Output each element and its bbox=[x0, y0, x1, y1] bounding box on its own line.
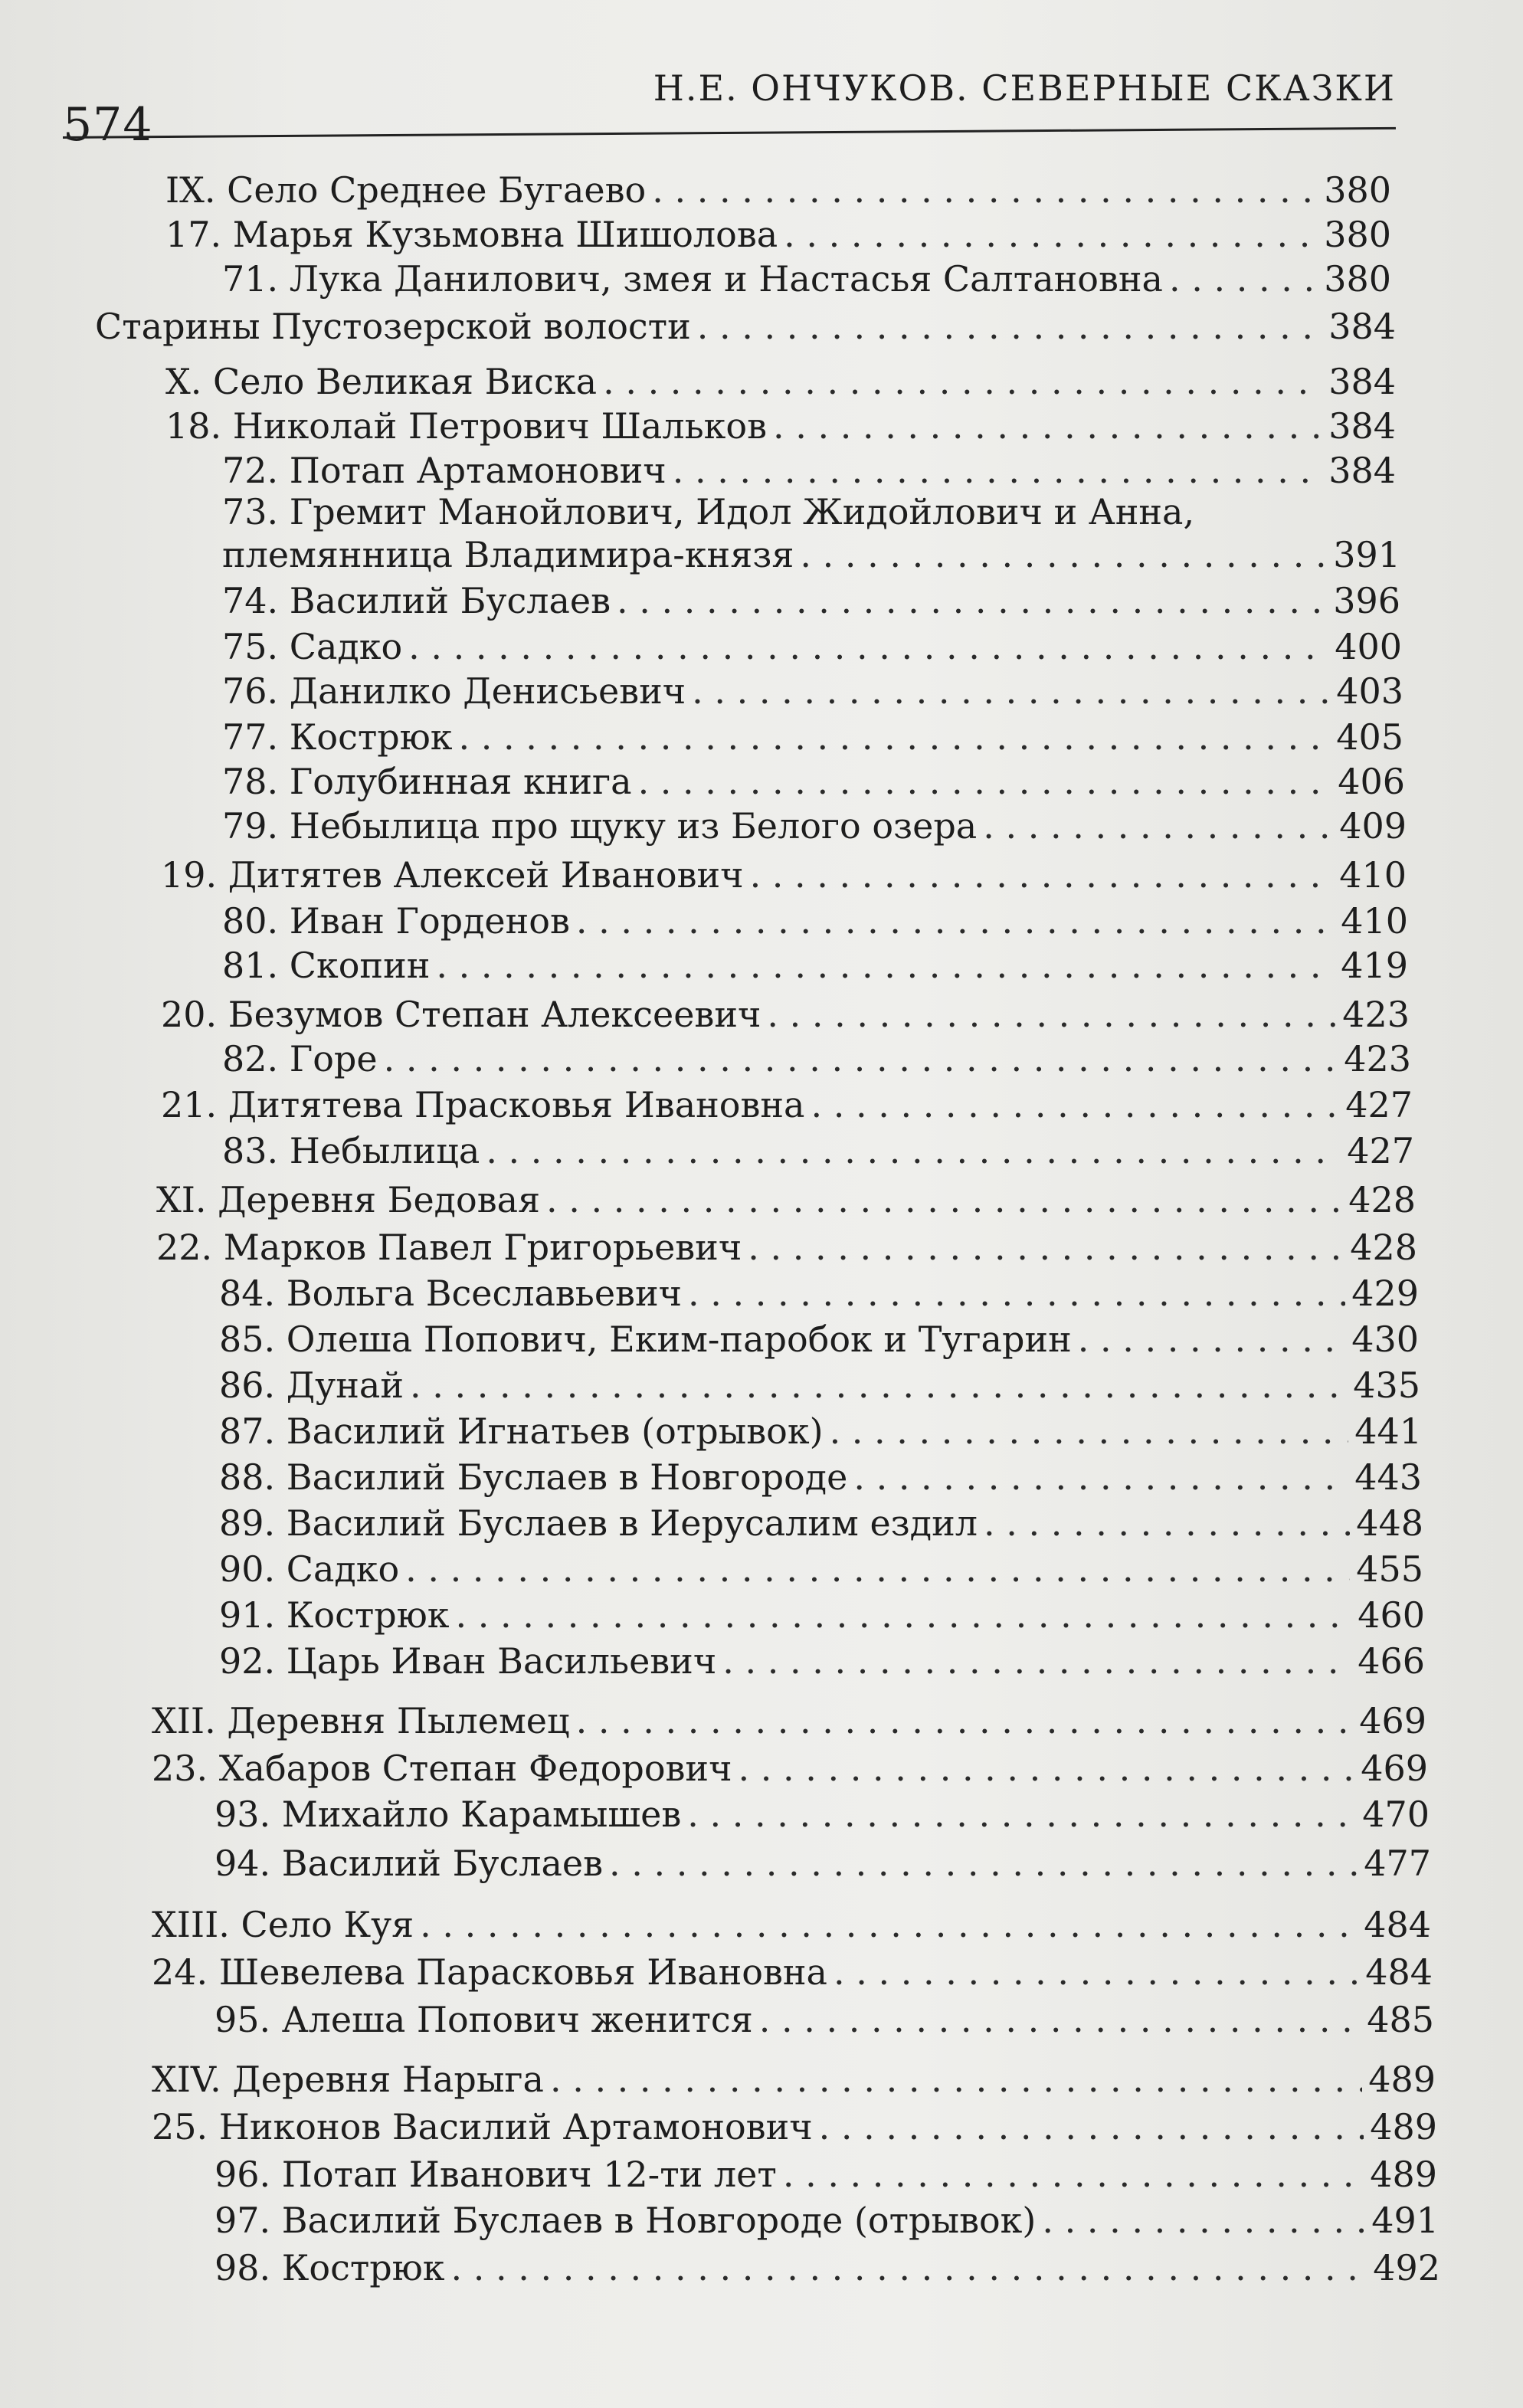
toc-entry-label: 86. Дунай bbox=[219, 1365, 404, 1406]
leader-dots bbox=[800, 533, 1327, 576]
toc-entry bbox=[219, 1272, 1419, 1315]
toc-entry-page: 489 bbox=[1370, 2106, 1437, 2148]
toc-entry bbox=[222, 670, 1403, 713]
toc-entry-page: 406 bbox=[1338, 761, 1405, 802]
leader-dots bbox=[692, 670, 1330, 713]
leader-dots bbox=[853, 1456, 1348, 1499]
leader-dots bbox=[436, 944, 1335, 987]
toc-entry-page: 427 bbox=[1345, 1084, 1413, 1125]
toc-entry-label: 93. Михайло Карамышев bbox=[215, 1794, 682, 1835]
toc-entry-label: 77. Кострюк bbox=[222, 716, 453, 758]
leader-dots bbox=[638, 760, 1332, 803]
leader-dots bbox=[617, 579, 1327, 622]
toc-entry-page: 380 bbox=[1324, 258, 1391, 300]
toc-entry bbox=[222, 579, 1400, 622]
toc-entry-label: 92. Царь Иван Васильевич bbox=[219, 1640, 717, 1682]
toc-entry bbox=[215, 1793, 1430, 1836]
toc-entry-page: 489 bbox=[1368, 2059, 1436, 2100]
leader-dots bbox=[739, 1747, 1355, 1790]
toc-entry-page: 410 bbox=[1339, 854, 1407, 896]
leader-dots bbox=[834, 1951, 1359, 1994]
toc-entry bbox=[156, 1178, 1416, 1221]
toc-entry-label: 91. Кострюк bbox=[219, 1594, 450, 1636]
page-number: 574 bbox=[63, 98, 153, 152]
leader-dots bbox=[811, 1083, 1339, 1126]
toc-entry bbox=[95, 305, 1396, 348]
toc-entry-label: 97. Василий Буслаев в Новгороде (отрывок) bbox=[215, 2200, 1037, 2241]
toc-entry bbox=[152, 1699, 1426, 1742]
running-title: Н.Е. ОНЧУКОВ. СЕВЕРНЫЕ СКАЗКИ bbox=[653, 67, 1396, 109]
leader-dots bbox=[459, 716, 1331, 758]
toc-entry-label: 81. Скопин bbox=[222, 945, 431, 986]
toc-entry bbox=[222, 944, 1408, 987]
leader-dots bbox=[773, 405, 1322, 447]
toc-entry bbox=[219, 1364, 1420, 1407]
toc-entry bbox=[219, 1548, 1423, 1591]
toc-entry-label: 19. Дитятев Алексей Иванович bbox=[161, 854, 744, 896]
toc-entry-page: 409 bbox=[1339, 805, 1407, 847]
toc-entry-page: 435 bbox=[1353, 1365, 1420, 1406]
toc-entry-page: 427 bbox=[1347, 1130, 1414, 1171]
leader-dots bbox=[456, 1594, 1352, 1636]
toc-entry bbox=[215, 1842, 1431, 1885]
toc-entry-page: 423 bbox=[1344, 1038, 1411, 1080]
toc-entry-label: 17. Марья Кузьмовна Шишолова bbox=[165, 214, 778, 255]
leader-dots bbox=[420, 1903, 1358, 1946]
toc-entry bbox=[215, 2246, 1440, 2289]
leader-dots bbox=[486, 1129, 1341, 1172]
toc-entry bbox=[156, 1226, 1417, 1269]
toc-entry-page: 403 bbox=[1336, 670, 1403, 712]
toc-entry-page: 460 bbox=[1358, 1594, 1425, 1636]
toc-entry bbox=[165, 360, 1396, 403]
toc-entry-label: 80. Иван Горденов bbox=[222, 900, 570, 942]
toc-entry-label: 94. Василий Буслаев bbox=[215, 1843, 603, 1884]
toc-entry bbox=[222, 449, 1396, 492]
toc-entry-label: XIII. Село Куя bbox=[152, 1904, 414, 1945]
toc-entry-page: 484 bbox=[1365, 1951, 1433, 1993]
toc-entry bbox=[161, 1083, 1413, 1126]
toc-entry-page: 423 bbox=[1342, 994, 1410, 1035]
toc-entry bbox=[152, 1951, 1433, 1994]
toc-entry-page: 384 bbox=[1328, 361, 1396, 402]
toc-entry bbox=[161, 853, 1407, 896]
leader-dots bbox=[405, 1548, 1350, 1591]
leader-dots bbox=[384, 1037, 1338, 1080]
toc-entry-page: 430 bbox=[1351, 1319, 1419, 1360]
toc-entry bbox=[152, 1747, 1428, 1790]
toc-entry bbox=[222, 804, 1407, 847]
toc-entry-label: 87. Василий Игнатьев (отрывок) bbox=[219, 1410, 824, 1452]
toc-entry-page: 384 bbox=[1328, 306, 1396, 347]
toc-entry-page: 455 bbox=[1356, 1548, 1423, 1590]
toc-entry-label: 73. Гремит Манойлович, Идол Жидойлович и Анна, bbox=[222, 491, 1195, 532]
toc-entry-page: 484 bbox=[1364, 1904, 1431, 1945]
toc-entry-page: 428 bbox=[1350, 1227, 1417, 1268]
leader-dots bbox=[576, 1699, 1354, 1742]
leader-dots bbox=[783, 2153, 1364, 2196]
toc-entry-label: 84. Вольга Всеславьевич bbox=[219, 1273, 683, 1314]
toc-entry-label: 72. Потап Артамонович bbox=[222, 450, 667, 491]
toc-entry-page: 485 bbox=[1367, 1999, 1434, 2040]
toc-entry-page: 380 bbox=[1324, 214, 1391, 255]
leader-dots bbox=[983, 804, 1333, 847]
toc-entry-label: 74. Василий Буслаев bbox=[222, 580, 611, 621]
leader-dots bbox=[603, 360, 1322, 403]
toc-entry-page: 469 bbox=[1361, 1748, 1428, 1789]
toc-entry-page: 384 bbox=[1328, 450, 1396, 491]
toc-entry bbox=[219, 1640, 1425, 1682]
toc-entry bbox=[165, 213, 1391, 256]
toc-entry bbox=[222, 760, 1405, 803]
toc-entry-page: 477 bbox=[1364, 1843, 1431, 1884]
toc-entry-label: 20. Безумов Степан Алексеевич bbox=[161, 994, 762, 1035]
toc-entry bbox=[222, 1129, 1414, 1172]
leader-dots bbox=[609, 1842, 1358, 1885]
toc-entry-label: 25. Никонов Василий Артамонович bbox=[152, 2106, 813, 2148]
toc-entry-label: 75. Садко bbox=[222, 626, 403, 667]
toc-entry-page: 448 bbox=[1356, 1502, 1423, 1544]
toc-entry-label: 23. Хабаров Степан Федорович bbox=[152, 1748, 732, 1789]
toc-entry bbox=[219, 1318, 1419, 1361]
leader-dots bbox=[688, 1272, 1345, 1315]
toc-entry bbox=[215, 2199, 1439, 2242]
leader-dots bbox=[550, 2058, 1362, 2101]
leader-dots bbox=[984, 1502, 1350, 1545]
toc-entry-label: X. Село Великая Виска bbox=[165, 361, 598, 402]
toc-entry bbox=[222, 533, 1400, 576]
leader-dots bbox=[687, 1793, 1356, 1836]
toc-entry bbox=[219, 1502, 1423, 1545]
toc-entry bbox=[152, 1903, 1431, 1946]
toc-entry-label: 88. Василий Буслаев в Новгороде bbox=[219, 1456, 848, 1498]
leader-dots bbox=[673, 449, 1322, 492]
leader-dots bbox=[408, 625, 1328, 668]
toc-entry-label: 90. Садко bbox=[219, 1548, 400, 1590]
toc-entry-page: 470 bbox=[1362, 1794, 1430, 1835]
toc-entry bbox=[152, 2105, 1437, 2148]
toc-entry bbox=[222, 625, 1402, 668]
toc-entry-label: 78. Голубинная книга bbox=[222, 761, 632, 802]
toc-entry-page: 489 bbox=[1370, 2154, 1437, 2195]
toc-entry-label: племянница Владимира-князя bbox=[222, 534, 794, 575]
toc-entry-label: 76. Данилко Денисьевич bbox=[222, 670, 686, 712]
toc-entry bbox=[219, 1410, 1422, 1453]
toc-entry-label: Старины Пустозерской волости bbox=[95, 306, 691, 347]
toc-entry bbox=[222, 257, 1391, 300]
leader-dots bbox=[830, 1410, 1349, 1453]
toc-entry-page: 396 bbox=[1333, 580, 1400, 621]
toc-entry-label: 22. Марков Павел Григорьевич bbox=[156, 1227, 742, 1268]
toc-entry bbox=[219, 1456, 1422, 1499]
leader-dots bbox=[546, 1178, 1342, 1221]
leader-dots bbox=[819, 2105, 1364, 2148]
toc-entry-page: 491 bbox=[1371, 2200, 1439, 2241]
toc-entry-page: 405 bbox=[1336, 716, 1403, 758]
toc-entry-page: 443 bbox=[1354, 1456, 1422, 1498]
toc-entry bbox=[222, 716, 1403, 758]
leader-dots bbox=[1042, 2199, 1365, 2242]
leader-dots bbox=[697, 305, 1322, 348]
leader-dots bbox=[722, 1640, 1351, 1682]
leader-dots bbox=[410, 1364, 1347, 1407]
toc-entry-page: 492 bbox=[1373, 2247, 1440, 2288]
toc-entry-label: 89. Василий Буслаев в Иерусалим ездил bbox=[219, 1502, 978, 1544]
toc-entry-page: 384 bbox=[1328, 405, 1396, 447]
toc-entry bbox=[152, 2058, 1436, 2101]
toc-entry-label: 71. Лука Данилович, змея и Настасья Салтановна bbox=[222, 258, 1163, 300]
toc-entry-label: IX. Село Среднее Бугаево bbox=[165, 169, 647, 211]
toc-entry-label: 21. Дитятева Прасковья Ивановна bbox=[161, 1084, 805, 1125]
toc-entry-page: 466 bbox=[1358, 1640, 1425, 1682]
toc-entry bbox=[165, 169, 1391, 211]
toc-entry-page: 441 bbox=[1354, 1410, 1422, 1452]
leader-dots bbox=[748, 1226, 1344, 1269]
leader-dots bbox=[767, 993, 1336, 1036]
toc-entry-label: XI. Деревня Бедовая bbox=[156, 1179, 541, 1220]
toc-entry-page: 380 bbox=[1324, 169, 1391, 211]
toc-entry-page: 469 bbox=[1359, 1700, 1426, 1741]
toc-entry-label: 96. Потап Иванович 12-ти лет bbox=[215, 2154, 777, 2195]
toc-entry bbox=[215, 2153, 1437, 2196]
toc-entry-page: 391 bbox=[1333, 534, 1400, 575]
leader-dots bbox=[652, 169, 1318, 211]
leader-dots bbox=[750, 853, 1334, 896]
toc-entry-label: 18. Николай Петрович Шальков bbox=[165, 405, 767, 447]
toc-entry bbox=[222, 899, 1408, 942]
toc-entry bbox=[222, 1037, 1411, 1080]
toc-entry-label: XIV. Деревня Нарыга bbox=[152, 2059, 544, 2100]
toc-entry bbox=[219, 1594, 1425, 1636]
toc-entry bbox=[165, 405, 1396, 447]
toc-entry bbox=[161, 993, 1410, 1036]
toc-entry-label: 85. Олеша Попович, Еким-паробок и Тугарин bbox=[219, 1319, 1072, 1360]
toc-entry-label: 95. Алеша Попович женится bbox=[215, 1999, 753, 2040]
leader-dots bbox=[576, 899, 1335, 942]
toc-entry-page: 429 bbox=[1351, 1273, 1419, 1314]
toc-entry-label: XII. Деревня Пылемец bbox=[152, 1700, 570, 1741]
toc-entry-label: 83. Небылица bbox=[222, 1130, 480, 1171]
toc-entry-label: 24. Шевелева Парасковья Ивановна bbox=[152, 1951, 827, 1993]
leader-dots bbox=[1078, 1318, 1345, 1361]
leader-dots bbox=[1169, 257, 1318, 300]
toc-entry-page: 400 bbox=[1335, 626, 1402, 667]
toc-entry-page: 410 bbox=[1341, 900, 1408, 942]
leader-dots bbox=[451, 2246, 1367, 2289]
toc-entry-label: 79. Небылица про щуку из Белого озера bbox=[222, 805, 978, 847]
toc-entry bbox=[215, 1998, 1434, 2041]
leader-dots bbox=[759, 1998, 1361, 2041]
toc-entry-page: 428 bbox=[1348, 1179, 1416, 1220]
toc-entry-page: 419 bbox=[1341, 945, 1408, 986]
leader-dots bbox=[784, 213, 1318, 256]
toc-entry-label: 82. Горе bbox=[222, 1038, 378, 1080]
toc-entry-label: 98. Кострюк bbox=[215, 2247, 445, 2288]
